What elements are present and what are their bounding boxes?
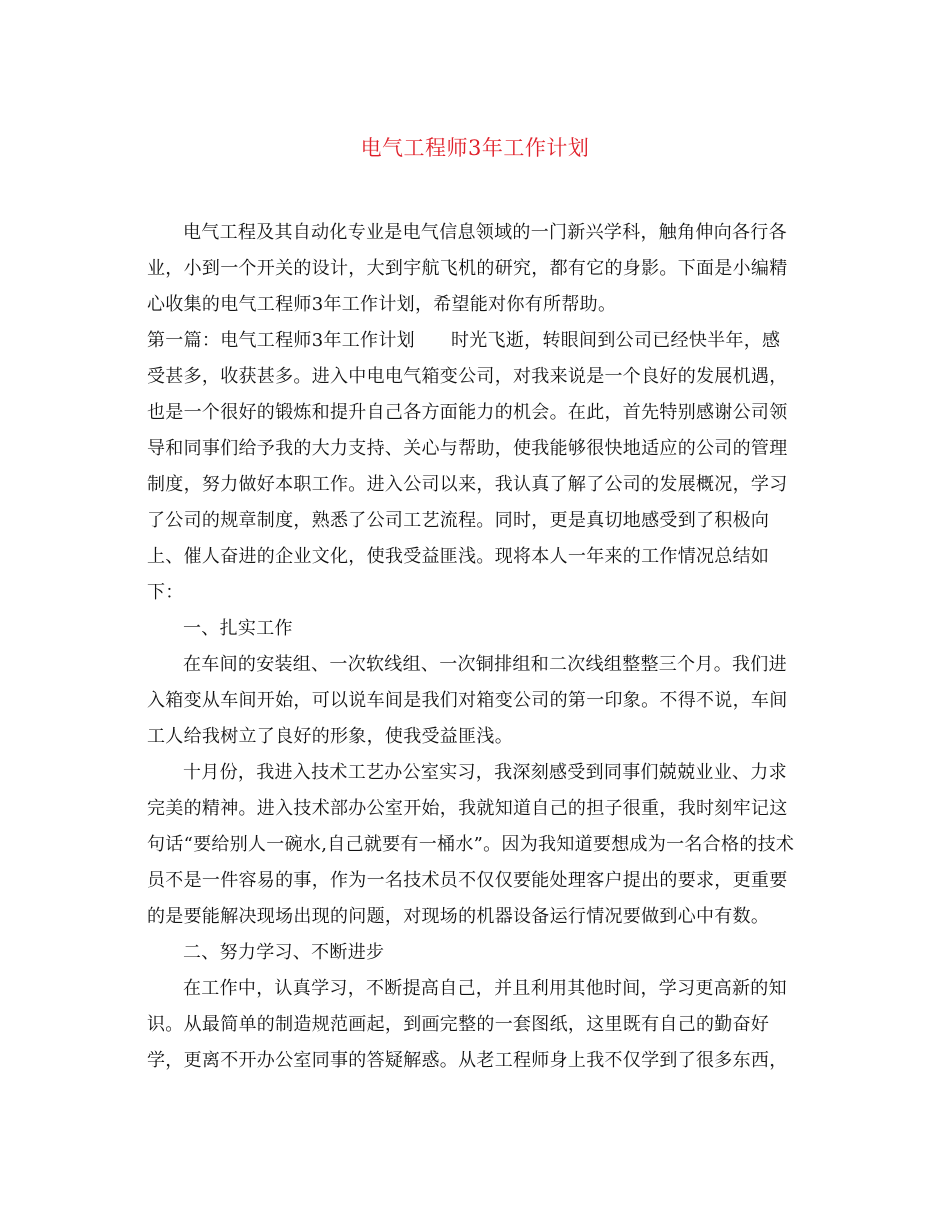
paragraph-line: 员不是一件容易的事，作为一名技术员不仅仅要能处理客户提出的要求，更重要 xyxy=(147,870,788,891)
section-heading-line xyxy=(147,328,780,354)
paragraph-line: 受甚多，收获甚多。进入中电电气箱变公司，对我来说是一个良好的发展机遇， xyxy=(147,366,788,387)
paragraph-line: 学，更离不开办公室同事的答疑解惑。从老工程师身上我不仅学到了很多东西， xyxy=(147,1050,788,1071)
paragraph-text: 时光飞逝，转眼间到公司已经快半年，感 xyxy=(450,330,781,351)
paragraph-line: 识。从最简单的制造规范画起，到画完整的一套图纸，这里既有自己的勤奋好 xyxy=(147,1014,770,1035)
paragraph-line: 的是要能解决现场出现的问题，对现场的机器设备运行情况要做到心中有数。 xyxy=(147,906,770,927)
section-heading: 一、扎实工作 xyxy=(183,618,293,639)
paragraph-line: 在车间的安装组、一次软线组、一次铜排组和二次线组整整三个月。我们进 xyxy=(183,654,787,675)
paragraph-line: 导和同事们给予我的大力支持、关心与帮助，使我能够很快地适应的公司的管理 xyxy=(147,438,788,459)
paragraph-line: 也是一个很好的锻炼和提升自己各方面能力的机会。在此，首先特别感谢公司领 xyxy=(147,402,788,423)
paragraph-line: 了公司的规章制度，熟悉了公司工艺流程。同时，更是真切地感受到了积极向 xyxy=(147,510,770,531)
paragraph-line: 上、催人奋进的企业文化，使我受益匪浅。现将本人一年来的工作情况总结如 xyxy=(147,546,770,567)
document-title: 电气工程师3年工作计划 xyxy=(360,136,590,160)
paragraph-line: 下： xyxy=(147,582,184,603)
paragraph-line: 在工作中，认真学习，不断提高自己，并且利用其他时间，学习更高新的知 xyxy=(183,978,787,999)
paragraph-line: 制度，努力做好本职工作。进入公司以来，我认真了解了公司的发展概况，学习 xyxy=(147,474,788,495)
section-heading: 第一篇：电气工程师3年工作计划 xyxy=(147,330,415,351)
paragraph-line: 句话“要给别人一碗水,自己就要有一桶水”。因为我知道要想成为一名合格的技术 xyxy=(147,834,795,855)
paragraph-line: 心收集的电气工程师3年工作计划，希望能对你有所帮助。 xyxy=(147,294,617,315)
paragraph-line: 入箱变从车间开始，可以说车间是我们对箱变公司的第一印象。不得不说，车间 xyxy=(147,690,788,711)
paragraph-line: 十月份，我进入技术工艺办公室实习，我深刻感受到同事们兢兢业业、力求 xyxy=(183,762,787,783)
paragraph-line: 工人给我树立了良好的形象，使我受益匪浅。 xyxy=(147,726,513,747)
paragraph-line: 业，小到一个开关的设计，大到宇航飞机的研究，都有它的身影。下面是小编精 xyxy=(147,258,788,279)
section-heading: 二、努力学习、不断进步 xyxy=(183,942,385,963)
paragraph-line: 完美的精神。进入技术部办公室开始，我就知道自己的担子很重，我时刻牢记这 xyxy=(147,798,788,819)
paragraph-line: 电气工程及其自动化专业是电气信息领域的一门新兴学科，触角伸向各行各 xyxy=(183,222,787,243)
